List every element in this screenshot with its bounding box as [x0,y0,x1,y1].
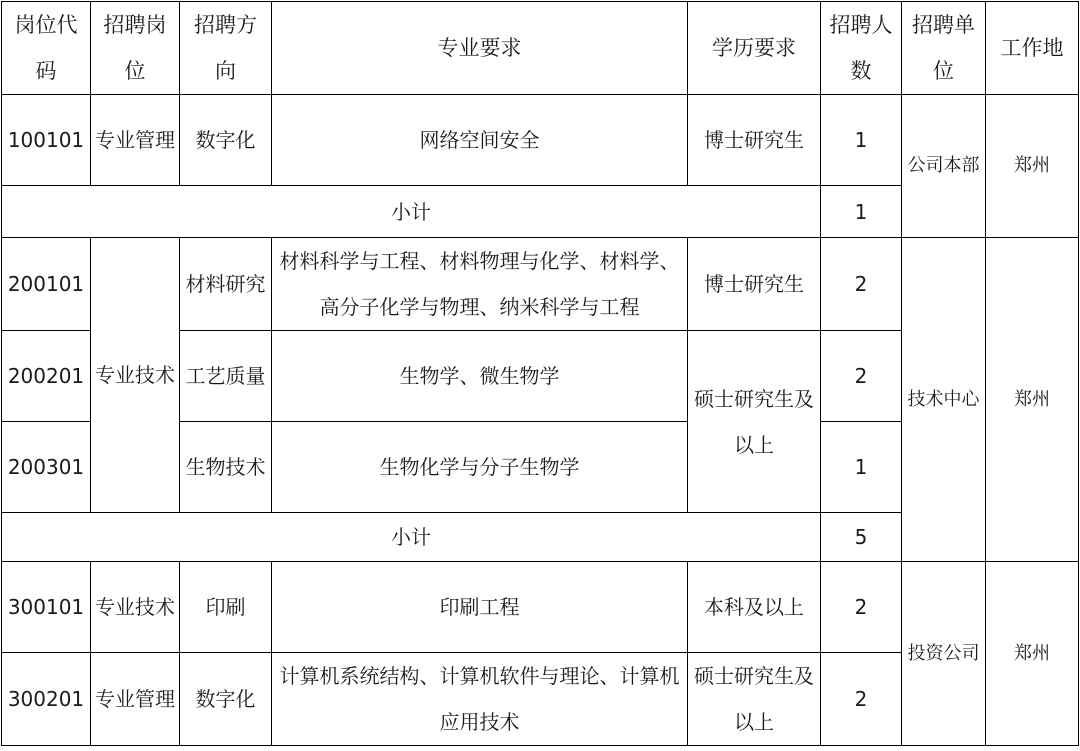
header-direction: 招聘方向 [180,2,272,95]
cell-code: 200201 [2,331,91,422]
header-location: 工作地 [986,2,1079,95]
cell-education: 博士研究生 [688,238,821,331]
cell-count: 2 [821,562,902,653]
cell-unit: 投资公司 [902,562,986,746]
cell-count: 2 [821,331,902,422]
cell-code: 300101 [2,562,91,653]
table-row [2,562,1079,653]
subtotal-value: 1 [821,186,902,238]
header-education: 学历要求 [688,2,821,95]
header-unit: 招聘单位 [902,2,986,95]
header-code: 岗位代码 [2,2,91,95]
cell-code: 300201 [2,653,91,746]
cell-position: 专业技术 [91,238,180,513]
cell-direction: 印刷 [180,562,272,653]
cell-education: 博士研究生 [688,95,821,186]
cell-code: 200301 [2,422,91,513]
cell-position: 专业管理 [91,653,180,746]
recruitment-table [1,1,1079,746]
header-position: 招聘岗位 [91,2,180,95]
header-row [2,2,1079,95]
cell-major: 生物化学与分子生物学 [272,422,688,513]
cell-position: 专业技术 [91,562,180,653]
cell-count: 2 [821,653,902,746]
cell-location: 郑州 [986,238,1079,562]
cell-location: 郑州 [986,95,1079,238]
cell-education: 本科及以上 [688,562,821,653]
table-row [2,95,1079,186]
cell-count: 1 [821,95,902,186]
cell-major: 生物学、微生物学 [272,331,688,422]
cell-location: 郑州 [986,562,1079,746]
cell-major: 印刷工程 [272,562,688,653]
cell-unit: 公司本部 [902,95,986,238]
cell-major: 网络空间安全 [272,95,688,186]
cell-major: 材料科学与工程、材料物理与化学、材料学、高分子化学与物理、纳米科学与工程 [272,238,688,331]
table-row [2,238,1079,331]
cell-count: 2 [821,238,902,331]
cell-direction: 生物技术 [180,422,272,513]
cell-major: 计算机系统结构、计算机软件与理论、计算机应用技术 [272,653,688,746]
subtotal-value: 5 [821,513,902,562]
cell-direction: 数字化 [180,95,272,186]
subtotal-label: 小计 [2,513,821,562]
cell-direction: 材料研究 [180,238,272,331]
cell-direction: 工艺质量 [180,331,272,422]
cell-education: 硕士研究生及以上 [688,653,821,746]
cell-direction: 数字化 [180,653,272,746]
cell-code: 100101 [2,95,91,186]
cell-education: 硕士研究生及以上 [688,331,821,513]
cell-unit: 技术中心 [902,238,986,562]
cell-code: 200101 [2,238,91,331]
header-major: 专业要求 [272,2,688,95]
cell-count: 1 [821,422,902,513]
header-count: 招聘人数 [821,2,902,95]
cell-position: 专业管理 [91,95,180,186]
subtotal-label: 小计 [2,186,821,238]
